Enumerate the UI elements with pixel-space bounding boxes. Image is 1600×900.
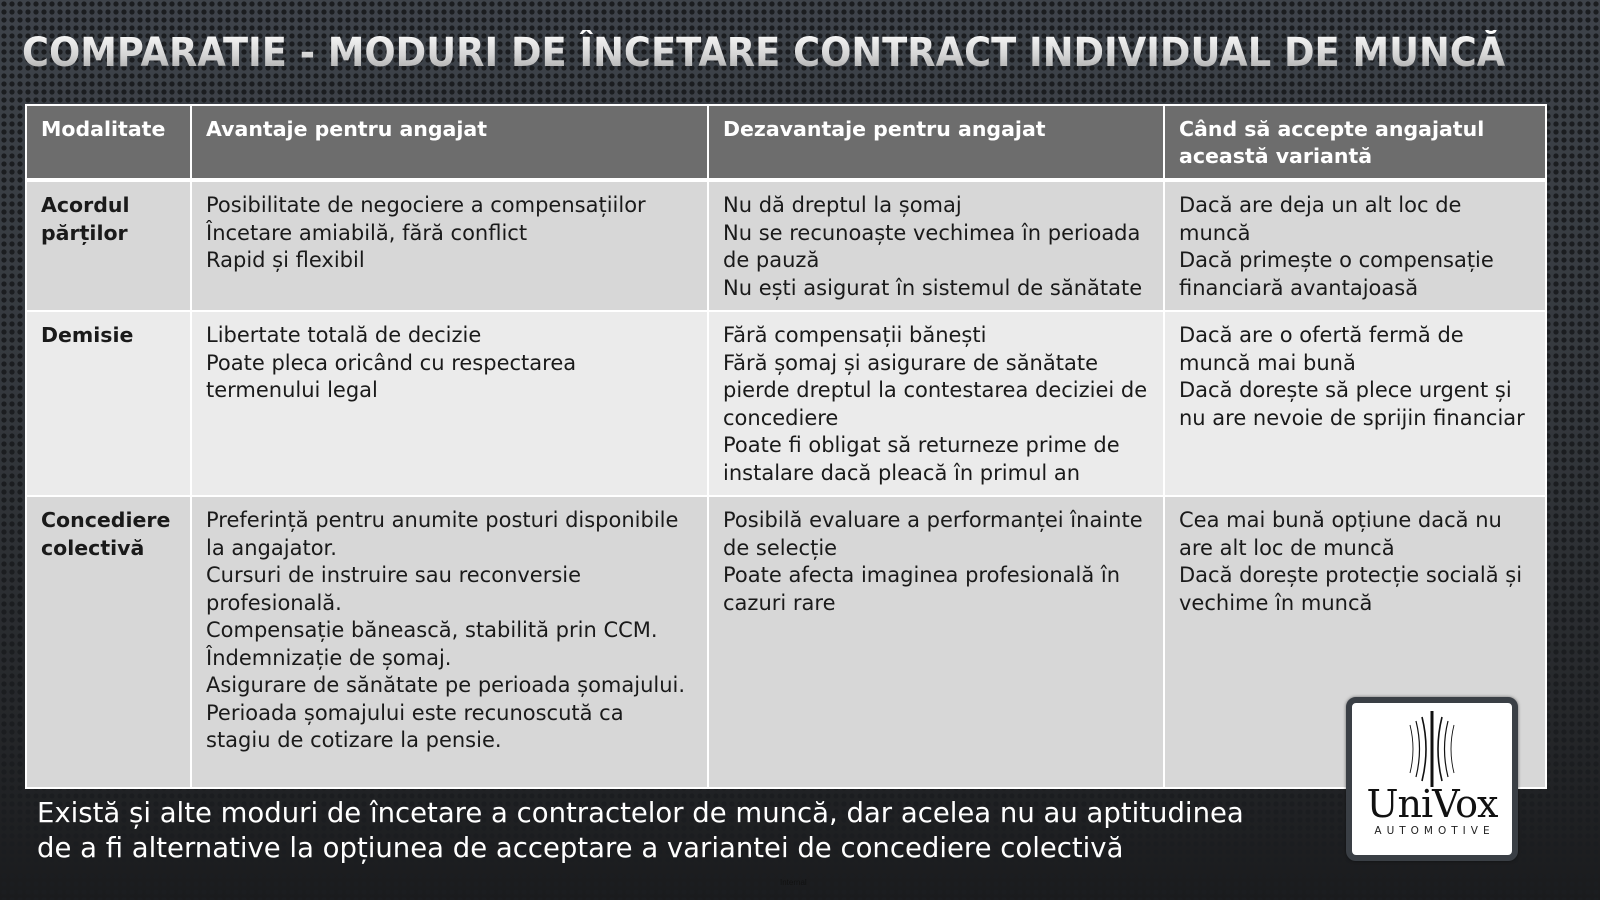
list-item: Compensație bănească, stabilită prin CCM.: [206, 618, 658, 642]
cell-cand: [1164, 180, 1546, 311]
list-item: Dacă are deja un alt loc de muncă: [1179, 193, 1462, 245]
table-row: [26, 496, 1546, 788]
list-item: Nu ești asigurat în sistemul de sănătate: [723, 275, 1143, 300]
list-item: Posibilă evaluare a performanței înainte de selecție: [723, 508, 1143, 560]
cell-cand: [1164, 311, 1546, 496]
list-item: Dacă primește o compensație financiară avantajoasă: [1179, 248, 1494, 300]
list-item: Cea mai bună opțiune dacă nu are alt loc de muncă: [1179, 508, 1502, 560]
list-item: Poate pleca oricând cu respectarea termenului legal: [206, 350, 577, 402]
footnote-line: Există și alte moduri de încetare a contractelor de muncă, dar acelea nu au aptitudinea: [37, 797, 1244, 829]
logo-subtitle: AUTOMOTIVE: [1374, 825, 1495, 837]
cell-dezavantaje: [708, 180, 1164, 311]
cell-avantaje: [191, 496, 708, 788]
list-item: Poate fi obligat să returneze prime de instalare dacă pleacă în primul an: [723, 433, 1120, 485]
list-item: Nu se recunoaște vechimea în perioada de pauză: [723, 220, 1141, 272]
header-dezavantaje: Dezavantaje pentru angajat: [708, 105, 1164, 180]
list-item: Rapid și flexibil: [206, 248, 365, 272]
cell-avantaje: [191, 180, 708, 311]
list-item: Fără compensații bănești: [723, 323, 987, 347]
list-item: pierde dreptul la contestarea deciziei de concediere: [723, 378, 1148, 430]
list-item: Îndemnizație de șomaj.: [206, 645, 452, 670]
cell-dezavantaje: [708, 311, 1164, 496]
comparison-table: [25, 104, 1547, 789]
list-item: Nu dă dreptul la șomaj: [723, 193, 962, 217]
list-item: Posibilitate de negociere a compensațiilor: [206, 193, 646, 217]
table-header-row: [26, 105, 1546, 180]
header-cand: Când să accepte angajatul această variantă: [1164, 105, 1546, 180]
cell-modalitate: Concediere colectivă: [26, 496, 191, 788]
list-item: Asigurare de sănătate pe perioada șomajului.: [206, 673, 686, 697]
header-modalitate: Modalitate: [26, 105, 191, 180]
footnote-line: de a fi alternative la opțiunea de acceptare a variantei de concediere colectivă: [37, 832, 1124, 864]
cell-modalitate: Demisie: [26, 311, 191, 496]
univox-logo: [1346, 697, 1518, 861]
sound-waves-icon: [1392, 709, 1472, 789]
table-row: [26, 311, 1546, 496]
list-item: Perioada șomajului este recunoscută ca stagiu de cotizare la pensie.: [206, 700, 624, 752]
list-item: Poate afecta imaginea profesională în cazuri rare: [723, 563, 1121, 615]
list-item: Libertate totală de decizie: [206, 323, 482, 347]
cell-modalitate: Acordul părților: [26, 180, 191, 311]
list-item: Fără șomaj și asigurare de sănătate: [723, 350, 1098, 375]
list-item: Cursuri de instruire sau reconversie profesională.: [206, 563, 582, 615]
cell-avantaje: [191, 311, 708, 496]
list-item: Dacă dorește protecție socială și vechime în muncă: [1179, 563, 1523, 615]
header-avantaje: Avantaje pentru angajat: [191, 105, 708, 180]
list-item: Încetare amiabilă, fără conflict: [206, 220, 528, 245]
cell-dezavantaje: [708, 496, 1164, 788]
footnote: [37, 796, 1337, 866]
slide-title: COMPARATIE - MODURI DE ÎNCETARE CONTRACT INDIVIDUAL DE MUNCĂ: [22, 30, 1506, 76]
list-item: Dacă dorește să plece urgent și nu are nevoie de sprijin financiar: [1179, 378, 1525, 430]
list-item: Dacă are o ofertă fermă de muncă mai bună: [1179, 323, 1464, 375]
list-item: Preferință pentru anumite posturi disponibile la angajator.: [206, 508, 679, 560]
logo-name: UniVox: [1366, 782, 1498, 826]
classification-label: Internal: [780, 878, 807, 887]
table-row: [26, 180, 1546, 311]
